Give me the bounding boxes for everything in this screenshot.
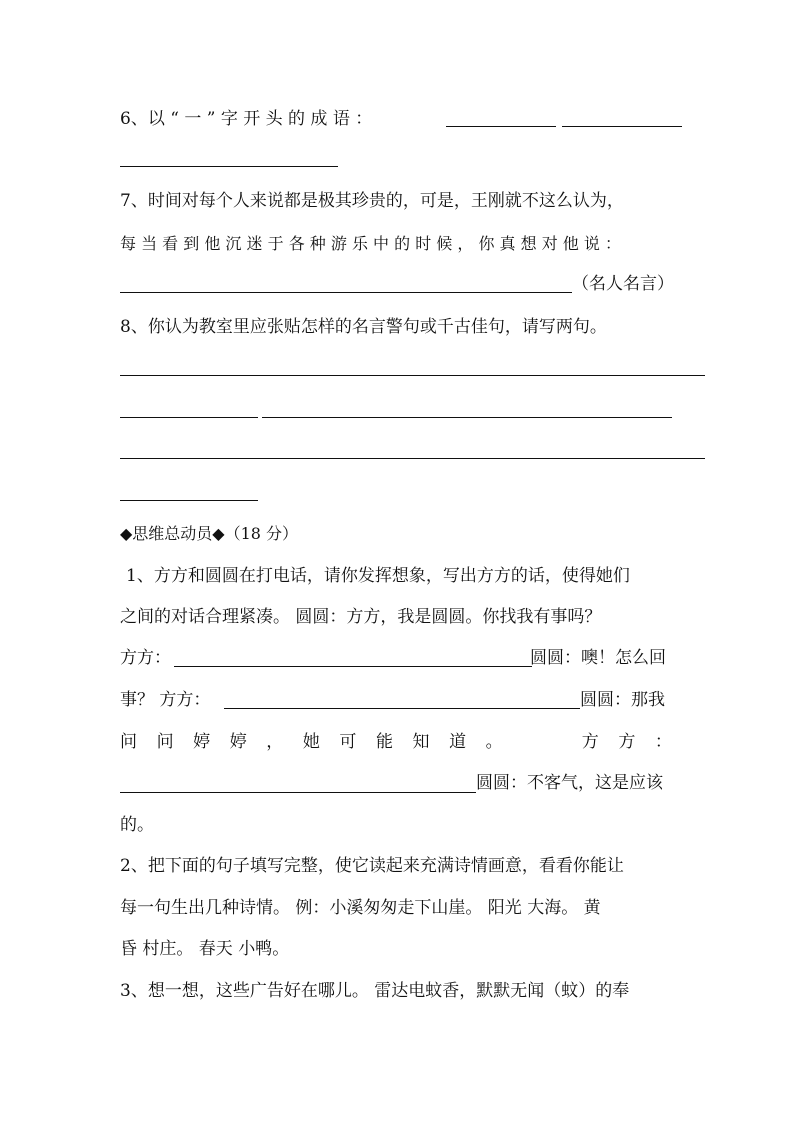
part-2-line: 昏 村庄。 春天 小鸭。 bbox=[120, 939, 290, 959]
answer-blank[interactable] bbox=[120, 458, 705, 459]
question-6-text: 6、以 “ 一 ” 字 开 头 的 成 语 ： bbox=[120, 109, 373, 129]
answer-blank[interactable] bbox=[120, 375, 705, 376]
question-8-text: 8、你认为教室里应张贴怎样的名言警句或千古佳句，请写两句。 bbox=[120, 317, 607, 337]
answer-blank[interactable] bbox=[120, 500, 258, 501]
answer-blank[interactable] bbox=[120, 292, 572, 293]
answer-blank[interactable] bbox=[174, 666, 532, 667]
yuanyuan-reply: 圆圆：不客气，这是应该 bbox=[476, 773, 663, 793]
part-1-spread-line: 问 问 婷 婷 ， 她 可 能 知 道 。 方 方 ： bbox=[120, 732, 672, 752]
answer-blank[interactable] bbox=[120, 166, 338, 167]
answer-blank[interactable] bbox=[446, 126, 556, 127]
answer-blank[interactable] bbox=[120, 417, 258, 418]
question-7-note: （名人名言） bbox=[572, 274, 674, 294]
part-2-line: 每一句生出几种诗情。 例：小溪匆匆走下山崖。 阳光 大海。 黄 bbox=[120, 898, 601, 918]
part-1-line: 之间的对话合理紧凑。 圆圆：方方，我是圆圆。你找我有事吗？ bbox=[120, 607, 602, 627]
part-1-line: 事？ 方方： bbox=[120, 690, 211, 710]
question-7-line: 每 当 看 到 他 沉 迷 于 各 种 游 乐 中 的 时 候 ， 你 真 想 对 他 说 ： bbox=[120, 234, 621, 253]
question-7-line: 7、时间对每个人来说都是极其珍贵的，可是，王刚就不这么认为， bbox=[120, 191, 624, 211]
yuanyuan-reply: 圆圆：噢！怎么回 bbox=[530, 648, 666, 668]
fang-label: 方方： bbox=[120, 648, 171, 668]
part-2-line: 2、把下面的句子填写完整，使它读起来充满诗情画意，看看你能让 bbox=[120, 856, 624, 876]
part-1-line: 的。 bbox=[120, 815, 154, 835]
answer-blank[interactable] bbox=[562, 126, 682, 127]
section-title: ◆思维总动员◆（18 分） bbox=[120, 524, 299, 543]
yuanyuan-reply: 圆圆：那我 bbox=[580, 690, 665, 710]
answer-blank[interactable] bbox=[120, 792, 476, 793]
part-1-line: 1、方方和圆圆在打电话，请你发挥想象，写出方方的话，使得她们 bbox=[126, 566, 630, 586]
answer-blank[interactable] bbox=[224, 708, 580, 709]
answer-blank[interactable] bbox=[262, 417, 672, 418]
part-3-line: 3、想一想，这些广告好在哪儿。 雷达电蚊香，默默无闻（蚊）的奉 bbox=[120, 981, 630, 1001]
